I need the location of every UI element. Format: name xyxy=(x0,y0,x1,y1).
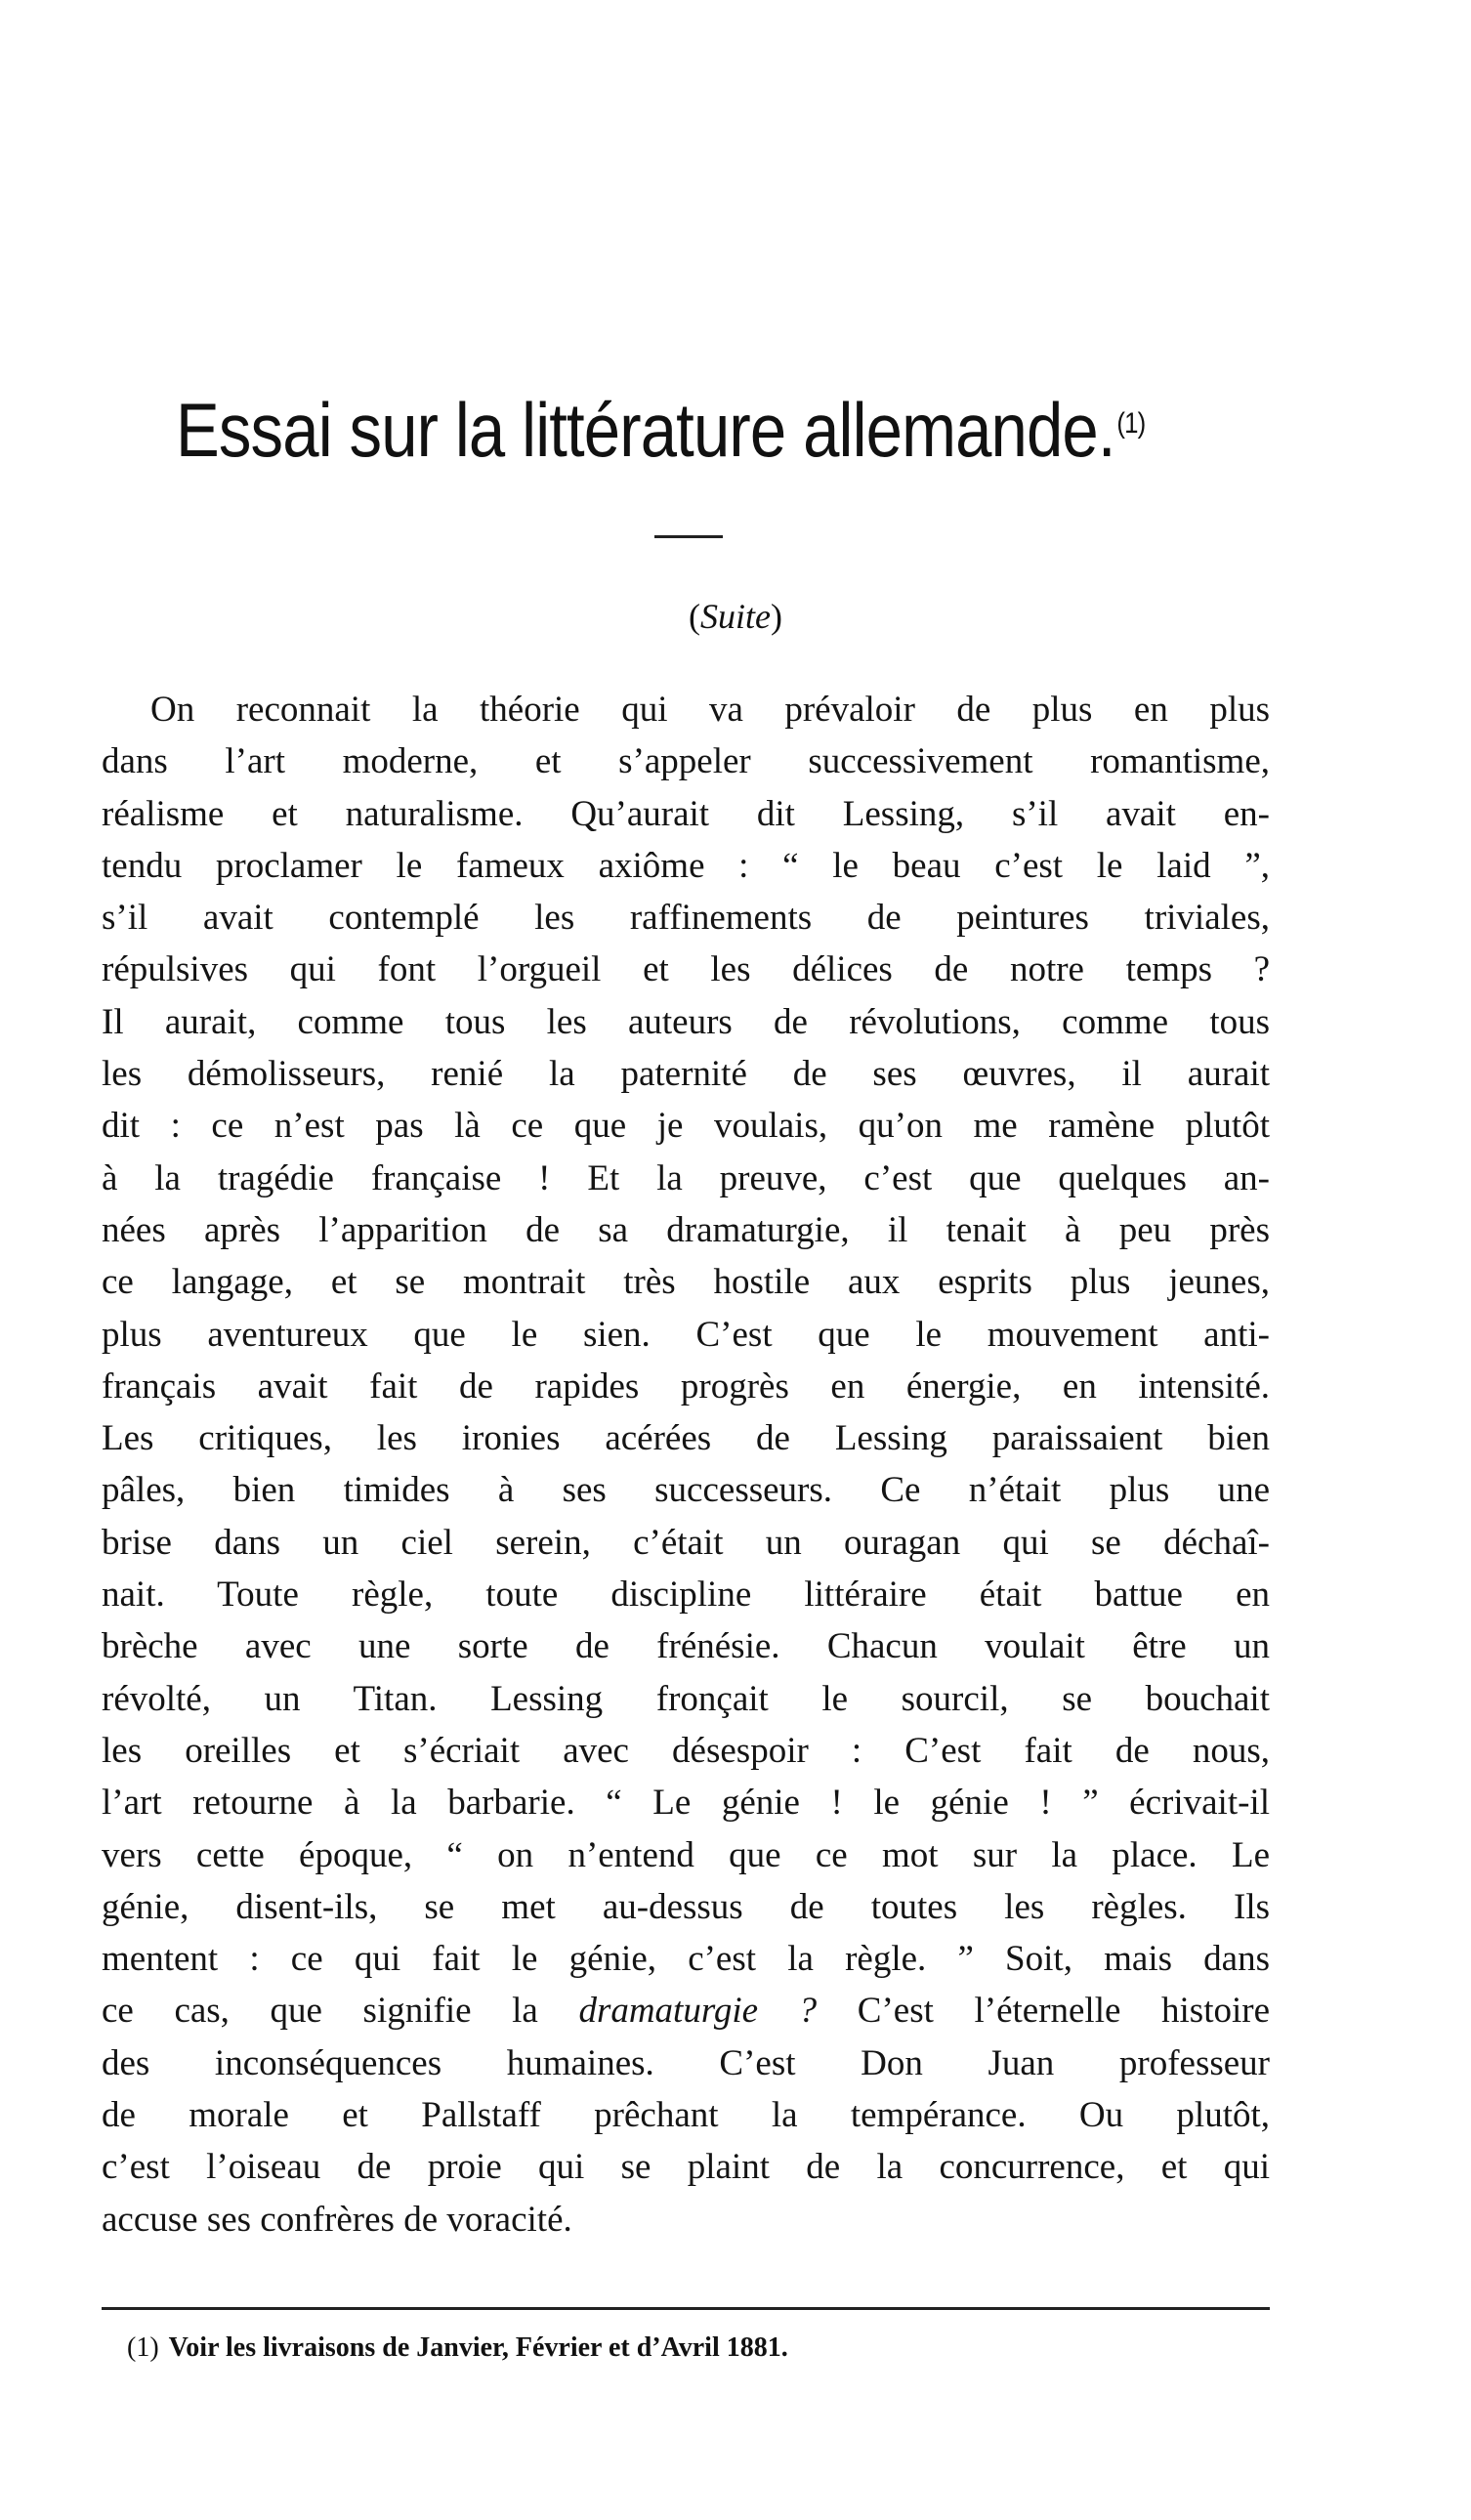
footnote-mark: (1) xyxy=(127,2332,159,2363)
italic-title-dramaturgie: dramaturgie ? xyxy=(578,1991,818,2032)
subtitle-text: Suite xyxy=(700,597,771,636)
footnote xyxy=(127,2329,788,2368)
text-line: de morale et Pallstaff prêchant la tempérance. Ou plutôt, xyxy=(102,2095,1270,2136)
text-line: brise dans un ciel serein, c’était un ouragan qui se déchaî- xyxy=(102,1522,1270,1563)
text-line: des inconséquences humaines. C’est Don Juan professeur xyxy=(102,2042,1270,2083)
page-title xyxy=(176,381,1151,479)
title-text: Essai sur la littérature allemande. xyxy=(176,387,1115,473)
text-line: à la tragédie française ! Et la preuve, c’est que quelques an- xyxy=(102,1157,1270,1198)
text-line: nait. Toute règle, toute discipline littéraire était battue en xyxy=(102,1575,1270,1616)
body-paragraph xyxy=(102,684,1270,2246)
text-line: génie, disent-ils, se met au-dessus de toutes les règles. Ils xyxy=(102,1886,1270,1927)
text-line: dans l’art moderne, et s’appeler successivement romantisme, xyxy=(102,741,1270,782)
text-line: pâles, bien timides à ses successeurs. Ce n’était plus une xyxy=(102,1470,1270,1511)
text-line: brèche avec une sorte de frénésie. Chacun voulait être un xyxy=(102,1626,1270,1667)
title-divider xyxy=(654,535,723,538)
footnote-text: Voir les livraisons de Janvier, Février et d’Avril 1881. xyxy=(168,2332,788,2363)
text-line: les oreilles et s’écriait avec désespoir : C’est fait de nous, xyxy=(102,1730,1270,1771)
text-line: révolté, un Titan. Lessing fronçait le sourcil, se bouchait xyxy=(102,1678,1270,1719)
footnote-separator xyxy=(102,2307,1270,2310)
text-line: s’il avait contemplé les raffinements de peintures triviales, xyxy=(102,898,1270,939)
text-line: mentent : ce qui fait le génie, c’est la règle. ” Soit, mais dans xyxy=(102,1939,1270,1980)
text-line: accuse ses confrères de voracité. xyxy=(102,2199,572,2240)
text-line: répulsives qui font l’orgueil et les délices de notre temps ? xyxy=(102,949,1270,990)
text-segment: C’est l’éternelle histoire xyxy=(817,1991,1270,2032)
text-line: ce langage, et se montrait très hostile aux esprits plus jeunes, xyxy=(102,1262,1270,1303)
text-line: c’est l’oiseau de proie qui se plaint de la concurrence, et qui xyxy=(102,2147,1270,2188)
text-segment: ce cas, que signifie la xyxy=(102,1991,579,2032)
text-line: réalisme et naturalisme. Qu’aurait dit Lessing, s’il avait en- xyxy=(102,793,1270,834)
text-line-with-italic xyxy=(102,1985,1270,2037)
text-line: français avait fait de rapides progrès en énergie, en intensité. xyxy=(102,1365,1270,1407)
text-line: vers cette époque, “ on n’entend que ce mot sur la place. Le xyxy=(102,1834,1270,1875)
text-line: les démolisseurs, renié la paternité de ses œuvres, il aurait xyxy=(102,1054,1270,1095)
text-line: plus aventureux que le sien. C’est que le mouvement anti- xyxy=(102,1314,1270,1355)
text-line: On reconnait la théorie qui va prévaloir de plus en plus xyxy=(150,690,1270,730)
text-line: Il aurait, comme tous les auteurs de révolutions, comme tous xyxy=(102,1001,1270,1042)
text-line: nées après l’apparition de sa dramaturgie, il tenait à peu près xyxy=(102,1209,1270,1250)
text-line: Les critiques, les ironies acérées de Lessing paraissaient bien xyxy=(102,1418,1270,1459)
title-footnote-ref: (1) xyxy=(1116,407,1146,440)
text-line: dit : ce n’est pas là ce que je voulais, qu’on me ramène plutôt xyxy=(102,1106,1270,1147)
text-line: tendu proclamer le fameux axiôme : “ le beau c’est le laid ”, xyxy=(102,845,1270,886)
text-line: l’art retourne à la barbarie. “ Le génie ! le génie ! ” écrivait-il xyxy=(102,1783,1270,1824)
subtitle: (Suite) xyxy=(689,597,782,636)
